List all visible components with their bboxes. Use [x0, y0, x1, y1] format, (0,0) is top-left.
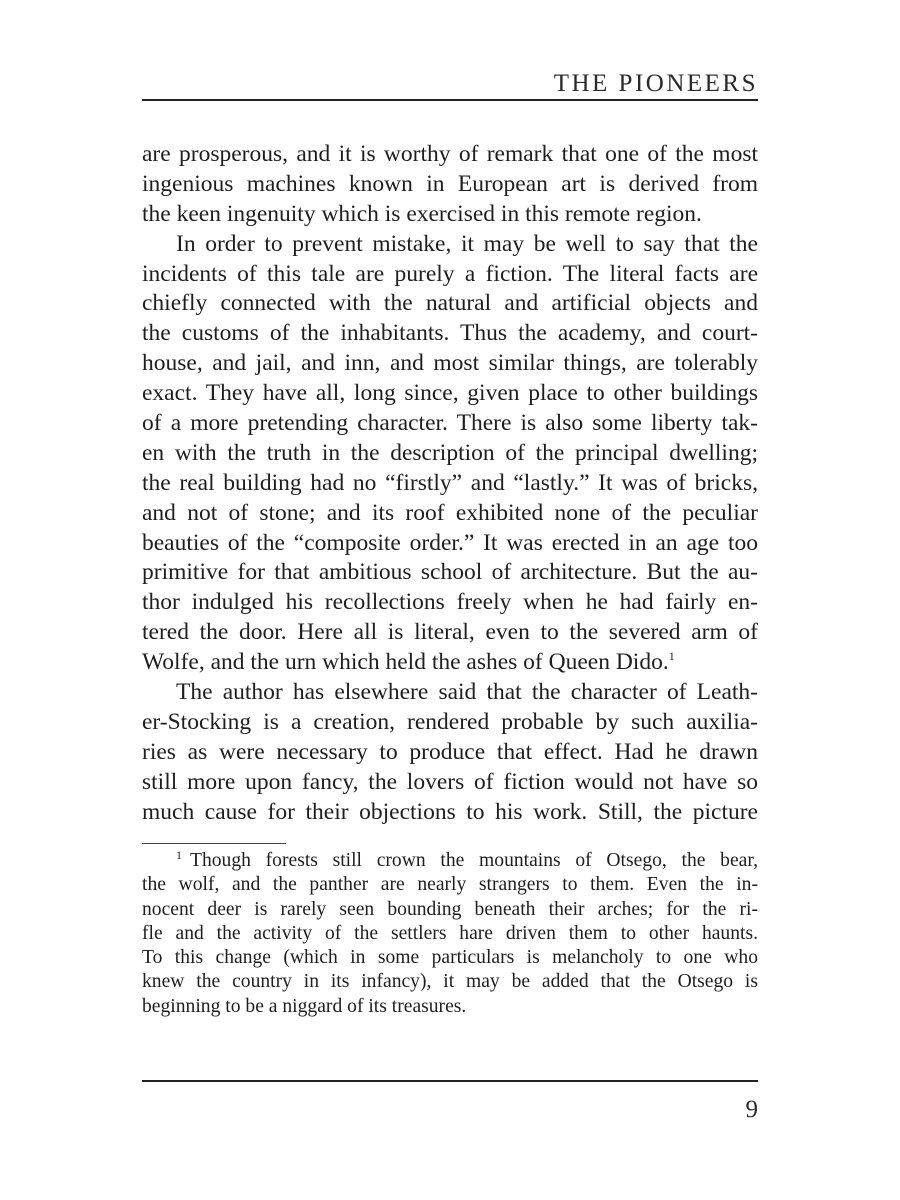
body-line: beauties of the “composite order.” It was erected in an age too	[142, 529, 758, 556]
body-line: still more upon fancy, the lovers of fiction would not have so	[142, 768, 758, 795]
body-line: en with the truth in the description of the principal dwelling;	[142, 439, 758, 466]
body-line: are prosperous, and it is worthy of remark that one of the most	[142, 141, 758, 167]
footnote-line: To this change (which in some particulars is melancholy to one who	[142, 947, 758, 969]
footer-rule	[142, 1080, 758, 1082]
body-line: the keen ingenuity which is exercised in this remote region.	[142, 200, 702, 227]
running-head-title: THE PIONEERS	[553, 70, 758, 97]
body-line: incidents of this tale are purely a fiction. The literal facts are	[142, 260, 758, 287]
body-line: much cause for their objections to his work. Still, the picture	[142, 798, 758, 825]
footnote-line-first	[142, 849, 758, 873]
header-rule	[142, 99, 758, 101]
body-line: primitive for that ambitious school of architecture. But the au-	[142, 559, 758, 586]
body-line: ingenious machines known in European art is derived from	[142, 170, 758, 197]
page-number: 9	[745, 1096, 758, 1123]
body-line: tered the door. Here all is literal, even to the severed arm of	[142, 619, 758, 646]
footnote-line: knew the country in its infancy), it may be added that the Otsego is	[142, 971, 758, 993]
footnote-line: the wolf, and the panther are nearly strangers to them. Even the in-	[142, 874, 758, 896]
body-line: In order to prevent mistake, it may be well to say that the	[176, 230, 758, 257]
body-line: thor indulged his recollections freely when he had fairly en-	[142, 589, 758, 616]
body-line: ries as were necessary to produce that effect. Had he drawn	[142, 738, 758, 765]
body-line: the customs of the inhabitants. Thus the academy, and court-	[142, 320, 758, 347]
body-line: and not of stone; and its roof exhibited none of the peculiar	[142, 499, 758, 526]
footnote-separator	[142, 843, 286, 844]
footnote-line: fle and the activity of the settlers hare driven them to other haunts.	[142, 922, 758, 944]
body-line: er-Stocking is a creation, rendered probable by such auxilia-	[142, 708, 758, 735]
body-line: the real building had no “firstly” and “lastly.” It was of bricks,	[142, 469, 758, 496]
footnote-reference[interactable]: 1	[668, 649, 675, 664]
body-line: exact. They have all, long since, given place to other buildings	[142, 380, 758, 407]
footnote-marker: 1	[176, 848, 182, 862]
footnote-line: nocent deer is rarely seen bounding beneath their arches; for the ri-	[142, 898, 758, 920]
body-line: chiefly connected with the natural and artificial objects and	[142, 290, 758, 317]
body-line-text: Wolfe, and the urn which held the ashes of Queen Dido.	[142, 649, 669, 676]
footnote	[142, 849, 758, 1019]
body-line: of a more pretending character. There is also some liberty tak-	[142, 410, 758, 437]
body-line: The author has elsewhere said that the character of Leath-	[176, 679, 758, 706]
body-line-with-footnote-ref	[142, 648, 758, 678]
footnote-line-text: Though forests still crown the mountains of Otsego, the bear,	[190, 850, 758, 871]
body-text	[142, 140, 758, 827]
footnote-line: beginning to be a niggard of its treasures.	[142, 995, 467, 1017]
body-line: house, and jail, and inn, and most similar things, are tolerably	[142, 350, 758, 377]
